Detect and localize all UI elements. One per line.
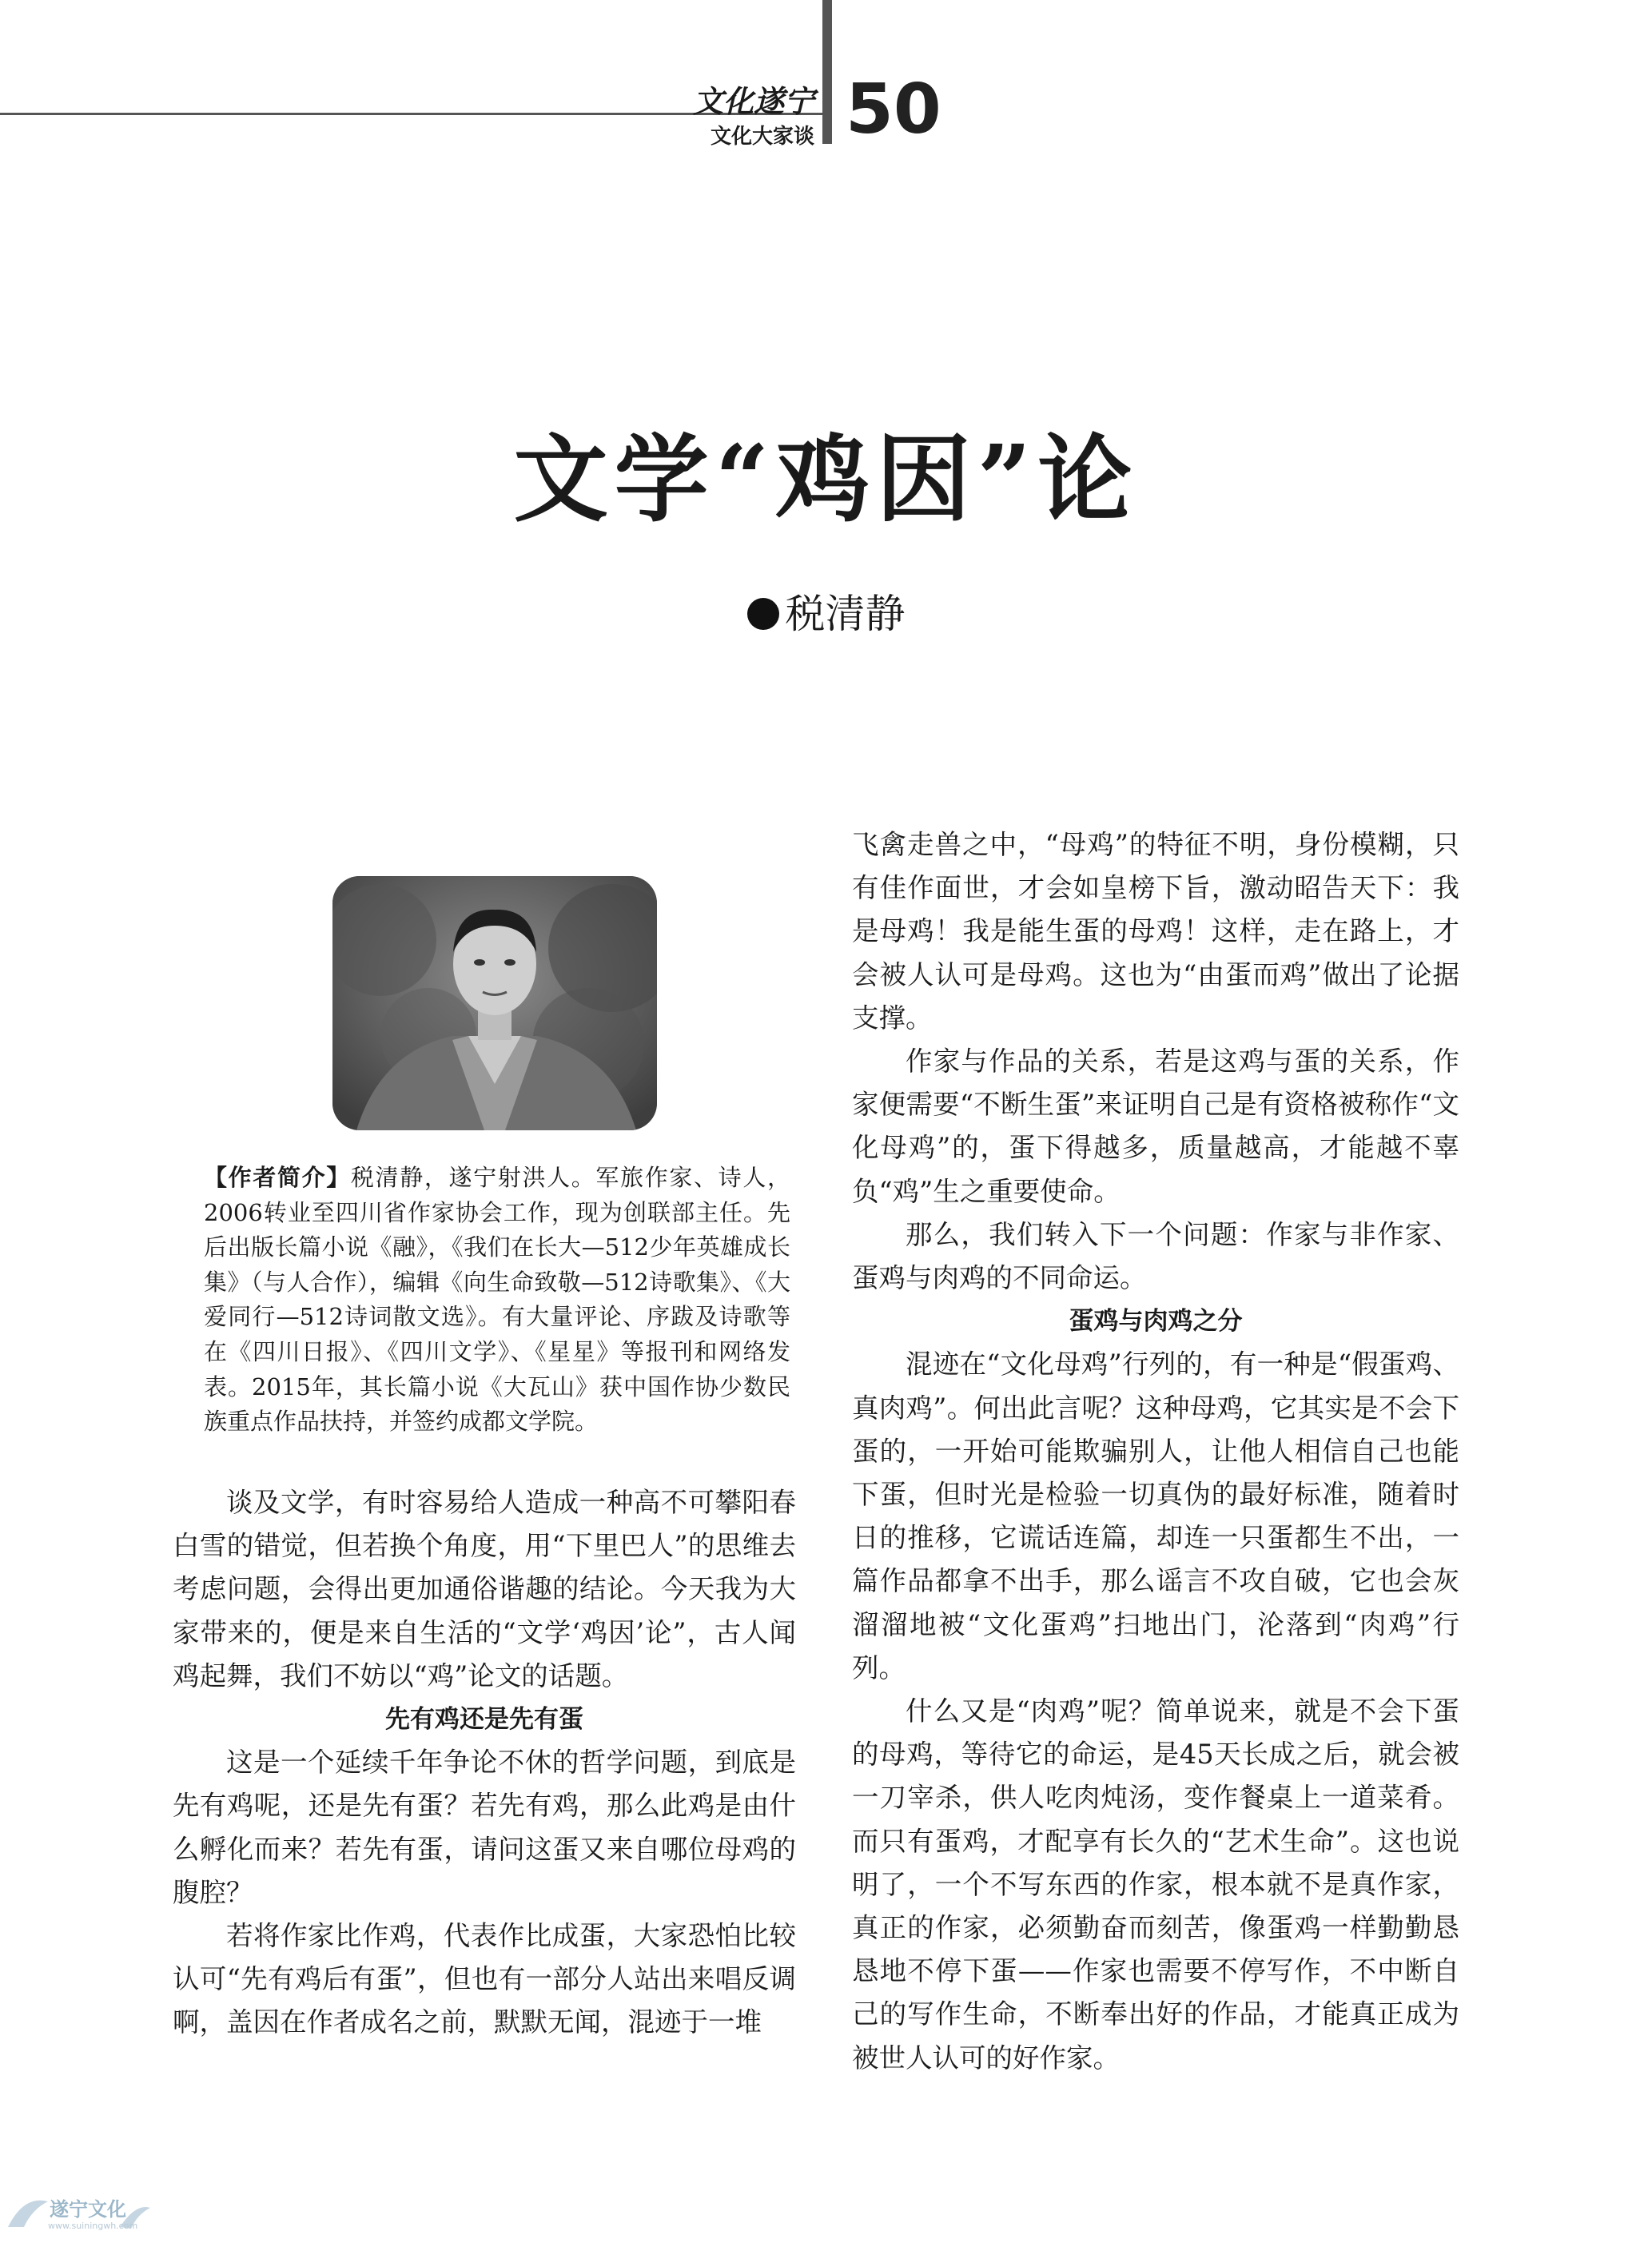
author-photo [332,876,657,1130]
bio-label: 【作者简介】 [204,1164,351,1191]
bio-text: 税清静，遂宁射洪人。军旅作家、诗人，2006转业至四川省作家协会工作，现为创联部主任。先后出版长篇小说《融》，《我们在长大—512少年英雄成长集》（与人合作），编辑《向生命致敬—512诗歌集》、《大爱同行—512诗词散文选》。有大量评论、序跋及诗歌等在《四川日报》、《四川文学》、《星星》等报刊和网络发表。2015年，其长篇小说《大瓦山》获中国作协少数民族重点作品扶持，并签约成都文学院。 [204,1164,790,1436]
author-byline [0,582,1652,639]
section-heading: 蛋鸡与肉鸡之分 [1069,1307,1243,1337]
watermark-url: www.suiningwh.com [48,2221,138,2231]
paragraph: 混迹在“文化母鸡”行列的，有一种是“假蛋鸡、真肉鸡”。何出此言呢？这种母鸡，它其实是不会下蛋的，一开始可能欺骗别人，让他人相信自己也能下蛋，但时光是检验一切真伪的最好标准，随着时日的推移，它谎话连篇，却连一只蛋都生不出，一篇作品都拿不出手，那么谣言不攻自破，它也会灰溜溜地被“文化蛋鸡”扫地出门，沦落到“肉鸡”行列。 [852,1349,1459,1683]
bullet-icon [747,598,779,630]
section-heading: 先有鸡还是先有蛋 [385,1705,583,1735]
paragraph: 那么，我们转入下一个问题：作家与非作家、蛋鸡与肉鸡的不同命运。 [852,1218,1459,1294]
author-name: 税清静 [785,591,906,637]
paragraph-continued: 飞禽走兽之中，“母鸡”的特征不明，身份模糊，只有佳作面世，才会如皇榜下旨，激动昭告天下：我是母鸡！我是能生蛋的母鸡！这样，走在路上，才会被人认可是母鸡。这也为“由蛋而鸡”做出了论据支撑。 [852,829,1459,1034]
subsection-title: 文化大家谈 [710,125,814,149]
author-bio [204,1161,790,1440]
paragraph: 什么又是“肉鸡”呢？简单说来，就是不会下蛋的母鸡，等待它的命运，是45天长成之后，就会被一刀宰杀，供人吃肉炖汤，变作餐桌上一道菜肴。而只有蛋鸡，才配享有长久的“艺术生命”。这也说明了，一个不写东西的作家，根本就不是真作家，真正的作家，必须勤奋而刻苦，像蛋鸡一样勤勤恳恳地不停下蛋——作家也需要不停写作，不中断自己的写作生命，不断奉出好的作品，才能真正成为被世人认可的好作家。 [852,1695,1459,2074]
paragraph: 作家与作品的关系，若是这鸡与蛋的关系，作家便需要“不断生蛋”来证明自己是有资格被称作“文化母鸡”的，蛋下得越多，质量越高，才能越不辜负“鸡”生之重要使命。 [852,1046,1459,1207]
header-divider-bar [822,0,832,144]
article-title: 文学“鸡因”论 [513,424,1139,535]
watermark-text: 遂宁文化 [50,2197,126,2221]
page-number: 50 [846,70,941,149]
right-column [852,823,1459,2080]
left-column [173,1481,796,2045]
paragraph: 这是一个延续千年争论不休的哲学问题，到底是先有鸡呢，还是先有蛋？若先有鸡，那么此鸡是由什么孵化而来？若先有蛋，请问这蛋又来自哪位母鸡的腹腔？ [173,1747,796,1908]
section-title: 文化遂宁 [692,83,814,119]
paragraph: 谈及文学，有时容易给人造成一种高不可攀阳春白雪的错觉，但若换个角度，用“下里巴人”的思维去考虑问题，会得出更加通俗谐趣的结论。今天我为大家带来的，便是来自生活的“文学‘鸡因’论”，古人闻鸡起舞，我们不妨以“鸡”论文的话题。 [173,1487,796,1691]
paragraph: 若将作家比作鸡，代表作比成蛋，大家恐怕比较认可“先有鸡后有蛋”，但也有一部分人站出来唱反调啊，盖因在作者成名之前，默默无闻，混迹于一堆 [173,1920,796,2038]
